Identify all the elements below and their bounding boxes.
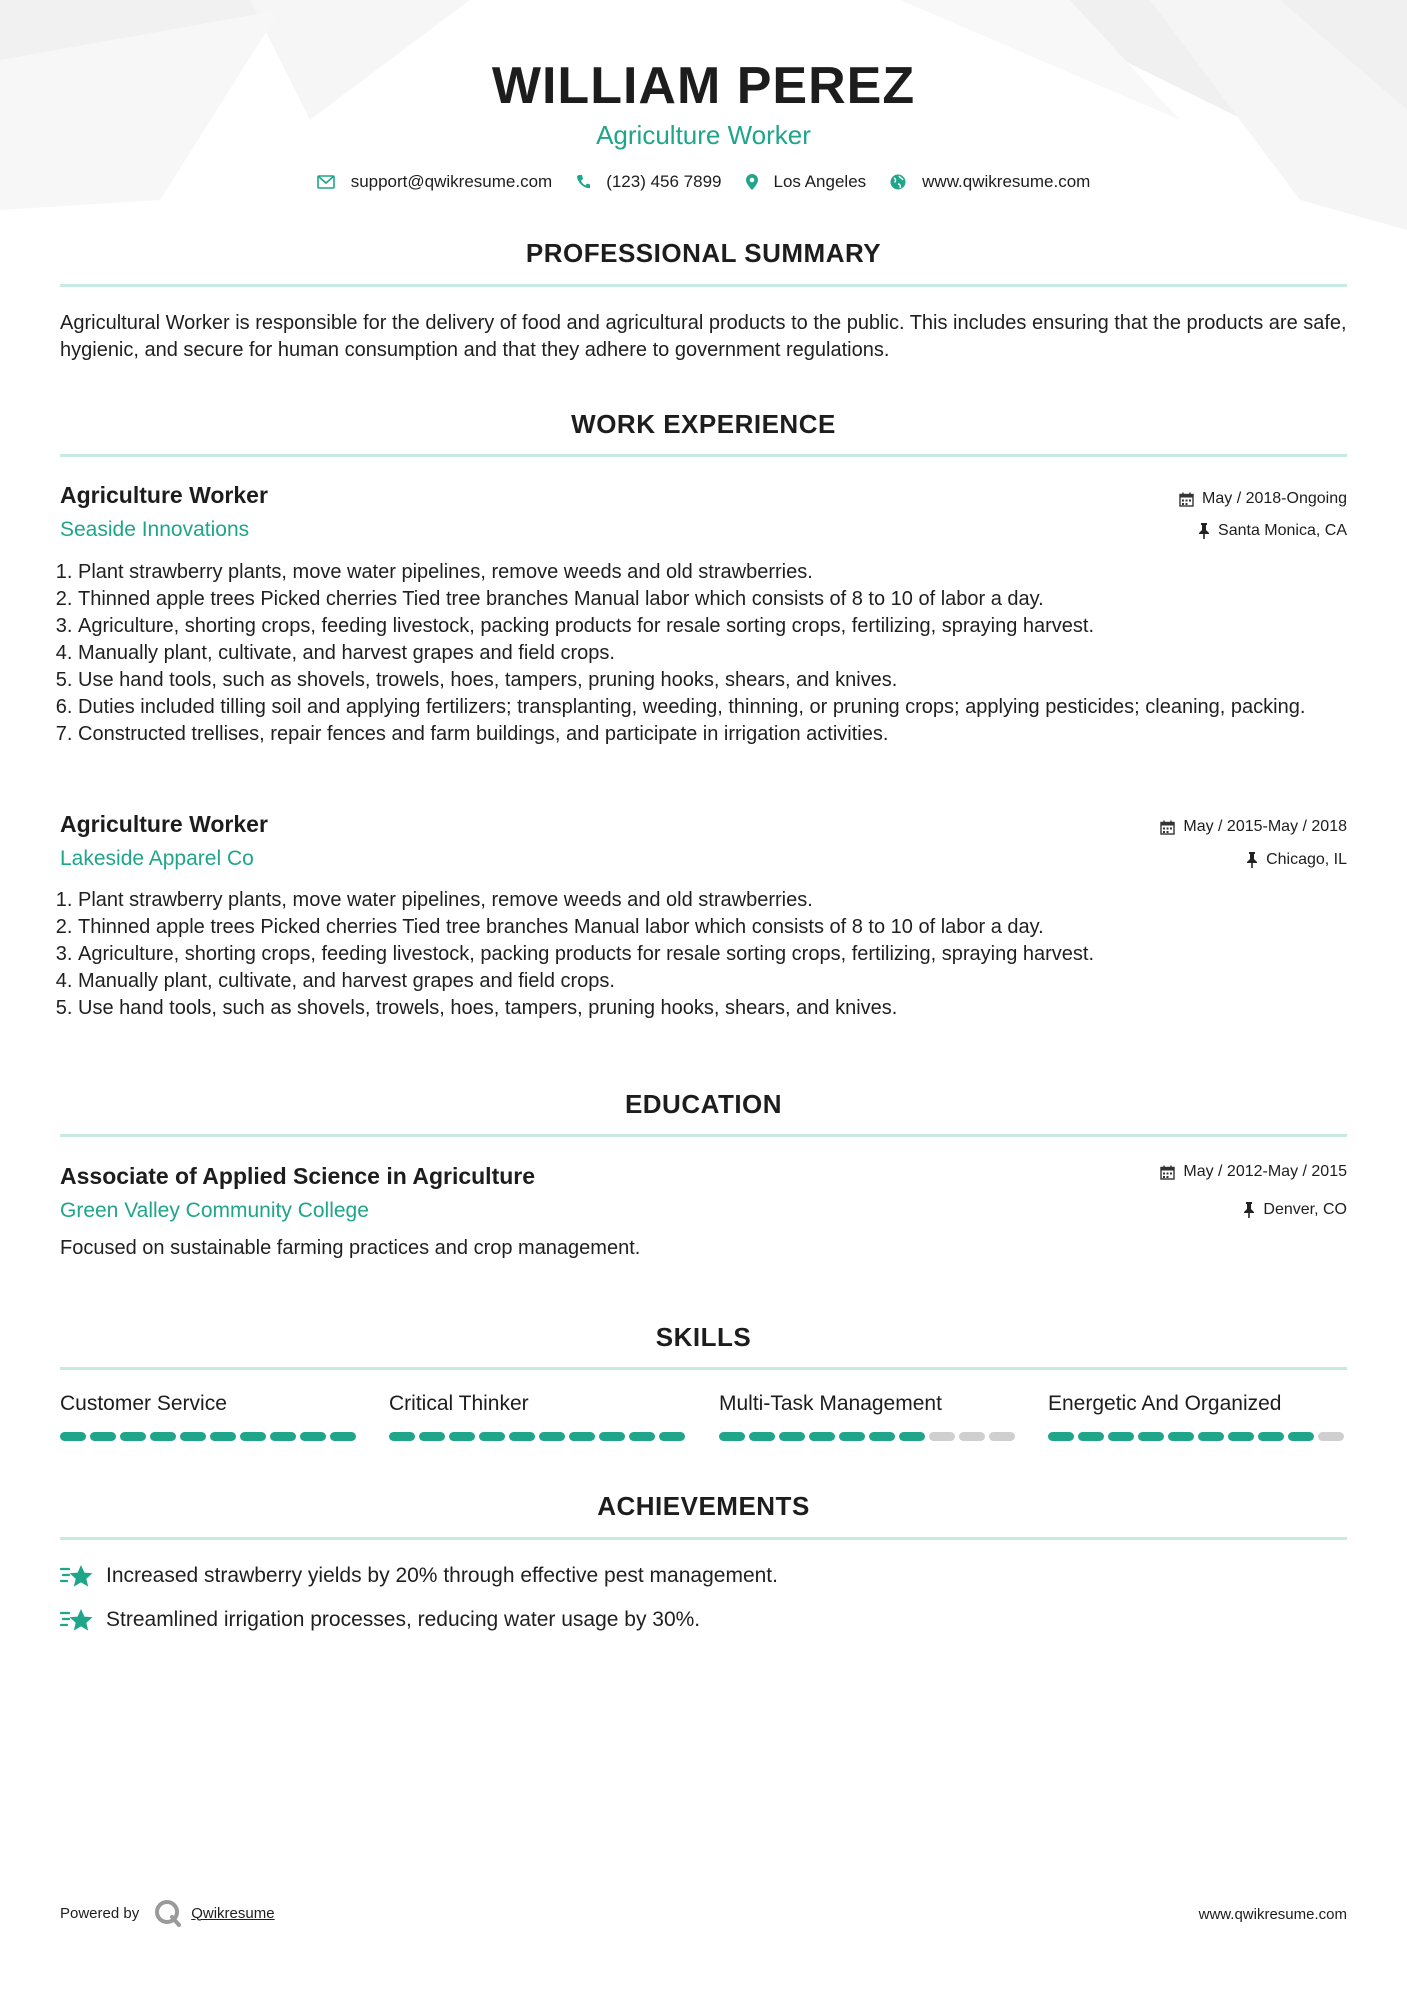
- skill-dot-filled: [629, 1432, 655, 1441]
- globe-icon: [890, 174, 906, 190]
- achievement-text: Increased strawberry yields by 20% through effective pest management.: [106, 1564, 778, 1587]
- job-1-dates: [1179, 490, 1347, 508]
- candidate-title: Agriculture Worker: [596, 120, 811, 150]
- achievements-rule: [60, 1537, 1347, 1540]
- list-item: 3. Agriculture, shorting crops, feeding livestock, packing products for resale sorting crops, fertilizing, spraying harvest.: [78, 613, 1308, 640]
- skill-dot-empty: [989, 1432, 1015, 1441]
- job-2-dates: [1160, 818, 1347, 836]
- pushpin-icon: [1246, 852, 1258, 868]
- skill-dot-filled: [330, 1432, 356, 1441]
- skill-rating: [389, 1432, 689, 1441]
- skill-name: Energetic And Organized: [1048, 1392, 1282, 1415]
- job-2-company: Lakeside Apparel Co: [60, 847, 254, 870]
- education-dates-text: May / 2012-May / 2015: [1183, 1163, 1347, 1180]
- experience-heading: WORK EXPERIENCE: [571, 409, 836, 439]
- skill-dot-filled: [180, 1432, 206, 1441]
- skill-dot-filled: [1228, 1432, 1254, 1441]
- skill-item: [389, 1392, 689, 1441]
- footer-website[interactable]: www.qwikresume.com: [1198, 1906, 1347, 1923]
- achievement-item: [60, 1563, 778, 1589]
- skill-rating: [719, 1432, 1019, 1441]
- skill-rating: [60, 1432, 360, 1441]
- job-2-title: Agriculture Worker: [60, 811, 268, 837]
- list-item: 1. Plant strawberry plants, move water pipelines, remove weeds and old strawberries.: [78, 559, 1308, 586]
- skill-dot-filled: [659, 1432, 685, 1441]
- skill-dot-filled: [240, 1432, 266, 1441]
- contact-website[interactable]: [890, 172, 1090, 192]
- education-degree: Associate of Applied Science in Agriculture: [60, 1163, 536, 1189]
- pushpin-icon: [1198, 523, 1210, 539]
- summary-text: Agricultural Worker is responsible for the delivery of food and agricultural products to the public. This includes ensuring that the products are safe, hygienic, and secure for human consumption and that they adhere to government regulations.: [60, 312, 1347, 361]
- skill-dot-filled: [1198, 1432, 1224, 1441]
- skill-dot-filled: [210, 1432, 236, 1441]
- education-description: Focused on sustainable farming practices and crop management.: [60, 1237, 641, 1259]
- skill-dot-filled: [120, 1432, 146, 1441]
- phone-text: (123) 456 7899: [606, 172, 722, 191]
- skill-dot-filled: [869, 1432, 895, 1441]
- experience-rule: [60, 454, 1347, 457]
- list-item: 4. Manually plant, cultivate, and harvest grapes and field crops.: [78, 640, 1308, 667]
- skill-dot-filled: [509, 1432, 535, 1441]
- job-1-dates-text: May / 2018-Ongoing: [1202, 490, 1347, 507]
- pushpin-icon: [1243, 1202, 1255, 1218]
- job-1-location: [1198, 522, 1347, 540]
- skill-item: [1048, 1392, 1348, 1441]
- skill-dot-filled: [449, 1432, 475, 1441]
- job-2-location: [1246, 851, 1347, 869]
- achievement-item: [60, 1607, 700, 1633]
- email-text: support@qwikresume.com: [350, 172, 553, 191]
- education-location: [1243, 1201, 1347, 1219]
- skill-dot-filled: [1258, 1432, 1284, 1441]
- skill-dot-filled: [539, 1432, 565, 1441]
- envelope-icon: [317, 175, 335, 189]
- skill-dot-filled: [1048, 1432, 1074, 1441]
- education-heading: EDUCATION: [624, 1089, 783, 1119]
- calendar-icon: [1179, 492, 1194, 507]
- skills-rule: [60, 1367, 1347, 1370]
- skill-dot-filled: [1288, 1432, 1314, 1441]
- skill-dot-filled: [569, 1432, 595, 1441]
- skill-dot-filled: [1138, 1432, 1164, 1441]
- skill-dot-filled: [60, 1432, 86, 1441]
- skill-dot-filled: [300, 1432, 326, 1441]
- job-1-location-text: Santa Monica, CA: [1218, 522, 1347, 539]
- skill-rating: [1048, 1432, 1348, 1441]
- list-item: 7. Constructed trellises, repair fences and farm buildings, and participate in irrigation activities.: [78, 721, 1308, 748]
- achievements-heading: ACHIEVEMENTS: [597, 1491, 810, 1521]
- skill-dot-filled: [1108, 1432, 1134, 1441]
- education-location-text: Denver, CO: [1263, 1201, 1347, 1218]
- skill-dot-filled: [270, 1432, 296, 1441]
- summary-heading: PROFESSIONAL SUMMARY: [525, 238, 882, 268]
- qwikresume-logo-icon: [153, 1898, 183, 1928]
- skill-dot-filled: [899, 1432, 925, 1441]
- skill-dot-filled: [599, 1432, 625, 1441]
- skill-dot-filled: [719, 1432, 745, 1441]
- job-2-dates-text: May / 2015-May / 2018: [1183, 818, 1347, 835]
- powered-by-label: Powered by: [60, 1904, 140, 1922]
- education-rule: [60, 1134, 1347, 1137]
- skill-item: [719, 1392, 1019, 1441]
- calendar-icon: [1160, 1165, 1175, 1180]
- education-school: Green Valley Community College: [60, 1199, 369, 1222]
- job-1-duties: [60, 559, 1308, 748]
- summary-rule: [60, 284, 1347, 287]
- location-text: Los Angeles: [773, 172, 867, 191]
- phone-icon: [576, 174, 590, 190]
- website-text: www.qwikresume.com: [922, 172, 1091, 191]
- skill-dot-filled: [419, 1432, 445, 1441]
- list-item: 2. Thinned apple trees Picked cherries Tied tree branches Manual labor which consists of 8 to 10 of labor a day.: [78, 586, 1308, 613]
- contact-email[interactable]: [317, 172, 553, 192]
- list-item: 6. Duties included tilling soil and applying fertilizers; transplanting, weeding, thinning, or pruning crops; applying pesticides; cleaning, packing.: [78, 694, 1308, 721]
- skill-dot-filled: [479, 1432, 505, 1441]
- skill-name: Customer Service: [60, 1392, 227, 1415]
- achievement-text: Streamlined irrigation processes, reducing water usage by 30%.: [106, 1608, 701, 1631]
- contact-location: [746, 172, 867, 192]
- list-item: 5. Use hand tools, such as shovels, trowels, hoes, tampers, pruning hooks, shears, and knives.: [78, 667, 1308, 694]
- job-1-company: Seaside Innovations: [60, 518, 250, 541]
- skill-name: Critical Thinker: [389, 1392, 529, 1415]
- skill-item: [60, 1392, 360, 1441]
- skill-dot-empty: [959, 1432, 985, 1441]
- skill-dot-filled: [150, 1432, 176, 1441]
- star-icon: [60, 1563, 94, 1589]
- footer-powered-by: [60, 1898, 275, 1928]
- list-item: 4. Manually plant, cultivate, and harvest grapes and field crops.: [78, 968, 1308, 995]
- list-item: 3. Agriculture, shorting crops, feeding livestock, packing products for resale sorting crops, fertilizing, spraying harvest.: [78, 941, 1308, 968]
- map-pin-icon: [746, 174, 758, 190]
- job-2-location-text: Chicago, IL: [1266, 851, 1347, 868]
- skill-dot-filled: [1078, 1432, 1104, 1441]
- list-item: 5. Use hand tools, such as shovels, trowels, hoes, tampers, pruning hooks, shears, and knives.: [78, 995, 1308, 1022]
- skill-dot-filled: [389, 1432, 415, 1441]
- skill-dot-empty: [1318, 1432, 1344, 1441]
- star-icon: [60, 1607, 94, 1633]
- job-2-duties: [60, 887, 1308, 1022]
- candidate-name: WILLIAM PEREZ: [491, 57, 916, 115]
- skill-dot-filled: [809, 1432, 835, 1441]
- skill-dot-filled: [779, 1432, 805, 1441]
- skill-dot-filled: [839, 1432, 865, 1441]
- list-item: 1. Plant strawberry plants, move water pipelines, remove weeds and old strawberries.: [78, 887, 1308, 914]
- contact-bar: [0, 172, 1407, 192]
- skill-dot-filled: [1168, 1432, 1194, 1441]
- job-1-title: Agriculture Worker: [60, 482, 268, 508]
- contact-phone[interactable]: [576, 172, 721, 192]
- skill-dot-filled: [90, 1432, 116, 1441]
- skills-heading: SKILLS: [655, 1322, 752, 1352]
- calendar-icon: [1160, 820, 1175, 835]
- qwikresume-link[interactable]: Qwikresume: [191, 1904, 275, 1922]
- skill-dot-empty: [929, 1432, 955, 1441]
- skill-name: Multi-Task Management: [719, 1392, 942, 1415]
- list-item: 2. Thinned apple trees Picked cherries Tied tree branches Manual labor which consists of 8 to 10 of labor a day.: [78, 914, 1308, 941]
- education-dates: [1160, 1163, 1347, 1181]
- skill-dot-filled: [749, 1432, 775, 1441]
